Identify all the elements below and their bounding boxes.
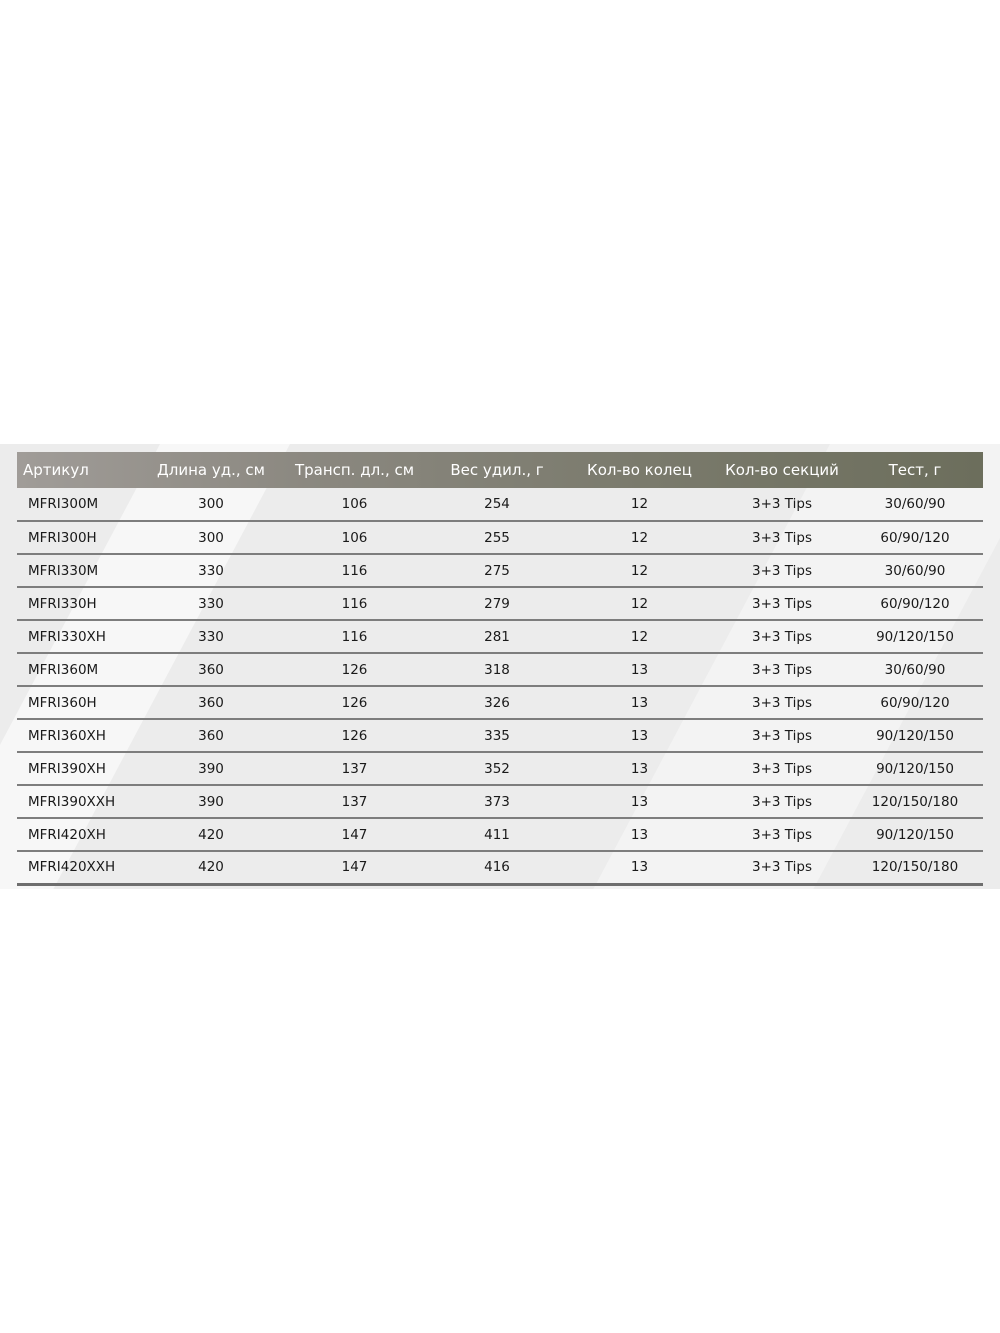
cell-test: 30/60/90 (847, 653, 983, 686)
cell-transport-length: 116 (277, 587, 432, 620)
cell-transport-length: 147 (277, 851, 432, 884)
cell-test: 90/120/150 (847, 818, 983, 851)
cell-sections: 3+3 Tips (717, 587, 847, 620)
cell-test: 30/60/90 (847, 488, 983, 521)
cell-sections: 3+3 Tips (717, 653, 847, 686)
cell-test: 60/90/120 (847, 587, 983, 620)
cell-test: 120/150/180 (847, 851, 983, 884)
cell-sections: 3+3 Tips (717, 851, 847, 884)
cell-weight: 318 (432, 653, 562, 686)
cell-article: MFRI420XXH (17, 851, 145, 884)
cell-article: MFRI360H (17, 686, 145, 719)
table-row (17, 521, 983, 554)
cell-sections: 3+3 Tips (717, 554, 847, 587)
cell-sections: 3+3 Tips (717, 752, 847, 785)
cell-article: MFRI300H (17, 521, 145, 554)
cell-weight: 373 (432, 785, 562, 818)
cell-test: 60/90/120 (847, 521, 983, 554)
table-row (17, 587, 983, 620)
cell-test: 90/120/150 (847, 719, 983, 752)
cell-rings: 13 (562, 719, 717, 752)
cell-test: 90/120/150 (847, 752, 983, 785)
cell-rings: 13 (562, 653, 717, 686)
cell-length: 390 (145, 752, 277, 785)
cell-sections: 3+3 Tips (717, 719, 847, 752)
cell-article: MFRI420XH (17, 818, 145, 851)
cell-length: 420 (145, 818, 277, 851)
cell-length: 360 (145, 653, 277, 686)
table-row (17, 719, 983, 752)
cell-transport-length: 147 (277, 818, 432, 851)
header-transport-length: Трансп. дл., см (294, 461, 415, 479)
cell-test: 60/90/120 (847, 686, 983, 719)
cell-transport-length: 116 (277, 554, 432, 587)
cell-test: 120/150/180 (847, 785, 983, 818)
cell-article: MFRI330H (17, 587, 145, 620)
cell-article: MFRI300M (17, 488, 145, 521)
cell-length: 330 (145, 620, 277, 653)
cell-length: 300 (145, 488, 277, 521)
cell-rings: 13 (562, 851, 717, 884)
table-header-row (17, 452, 983, 488)
table-row (17, 818, 983, 851)
cell-sections: 3+3 Tips (717, 818, 847, 851)
cell-sections: 3+3 Tips (717, 785, 847, 818)
cell-length: 390 (145, 785, 277, 818)
header-test: Тест, г (888, 461, 942, 479)
cell-rings: 12 (562, 620, 717, 653)
cell-weight: 335 (432, 719, 562, 752)
cell-transport-length: 116 (277, 620, 432, 653)
cell-sections: 3+3 Tips (717, 488, 847, 521)
cell-weight: 326 (432, 686, 562, 719)
cell-weight: 411 (432, 818, 562, 851)
cell-weight: 416 (432, 851, 562, 884)
cell-weight: 279 (432, 587, 562, 620)
cell-test: 30/60/90 (847, 554, 983, 587)
header-weight: Вес удил., г (450, 461, 544, 479)
cell-rings: 13 (562, 686, 717, 719)
cell-article: MFRI330XH (17, 620, 145, 653)
cell-length: 360 (145, 686, 277, 719)
cell-article: MFRI330M (17, 554, 145, 587)
cell-rings: 12 (562, 587, 717, 620)
cell-sections: 3+3 Tips (717, 521, 847, 554)
cell-sections: 3+3 Tips (717, 620, 847, 653)
cell-weight: 352 (432, 752, 562, 785)
cell-weight: 281 (432, 620, 562, 653)
table-row (17, 620, 983, 653)
table-row (17, 554, 983, 587)
cell-length: 420 (145, 851, 277, 884)
cell-length: 360 (145, 719, 277, 752)
spec-panel (0, 444, 1000, 889)
cell-transport-length: 126 (277, 653, 432, 686)
cell-weight: 275 (432, 554, 562, 587)
cell-transport-length: 126 (277, 686, 432, 719)
cell-length: 330 (145, 554, 277, 587)
cell-rings: 13 (562, 752, 717, 785)
table-row (17, 686, 983, 719)
cell-length: 330 (145, 587, 277, 620)
cell-rings: 13 (562, 818, 717, 851)
cell-rings: 12 (562, 521, 717, 554)
table-row (17, 851, 983, 884)
cell-length: 300 (145, 521, 277, 554)
table-row (17, 653, 983, 686)
table-row (17, 785, 983, 818)
cell-article: MFRI390XH (17, 752, 145, 785)
cell-transport-length: 106 (277, 521, 432, 554)
cell-sections: 3+3 Tips (717, 686, 847, 719)
cell-rings: 12 (562, 488, 717, 521)
spec-table (17, 452, 983, 886)
cell-article: MFRI360M (17, 653, 145, 686)
table-row (17, 752, 983, 785)
header-sections: Кол-во секций (725, 461, 839, 479)
cell-weight: 254 (432, 488, 562, 521)
cell-rings: 12 (562, 554, 717, 587)
cell-article: MFRI360XH (17, 719, 145, 752)
table-row (17, 488, 983, 521)
header-article: Артикул (23, 461, 89, 479)
cell-transport-length: 126 (277, 719, 432, 752)
cell-transport-length: 137 (277, 785, 432, 818)
cell-article: MFRI390XXH (17, 785, 145, 818)
cell-transport-length: 106 (277, 488, 432, 521)
cell-weight: 255 (432, 521, 562, 554)
cell-rings: 13 (562, 785, 717, 818)
header-length: Длина уд., см (157, 461, 265, 479)
table-body (17, 488, 983, 884)
cell-test: 90/120/150 (847, 620, 983, 653)
cell-transport-length: 137 (277, 752, 432, 785)
header-rings: Кол-во колец (587, 461, 692, 479)
